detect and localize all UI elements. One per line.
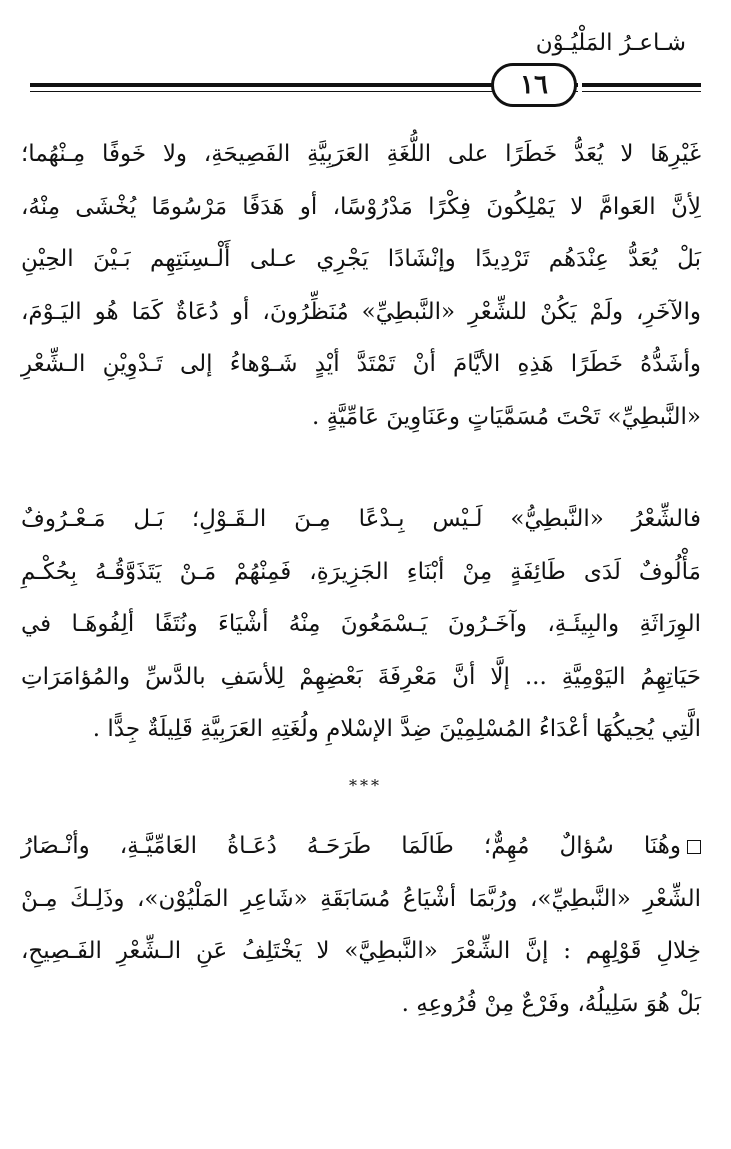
- text-line: وهُنَا سُؤالٌ مُهِمٌّ؛ طَالَمَا طَرَحَـهُ دُعَـاةُ العَامِّيَّـةِ، وأنْـصَارُ: [21, 833, 681, 859]
- text-line: بَلْ يُعَدُّ عِنْدَهُم تَرْدِيدًا وإنْشَادًا يَجْرِي عـلى أَلْـسِنَتِهِم بَـيْنَ الحِيْنِ: [21, 246, 701, 272]
- text-line: غَيْرِهَا لا يُعَدُّ خَطَرًا على اللُّغَةِ العَرَبِيَّةِ الفَصِيحَةِ، ولا خَوفًا مِـنْهُما؛: [21, 141, 701, 167]
- paragraph-1: [21, 128, 701, 443]
- text-line: وأشَدُّهُ خَطَرًا هَذِهِ الأيَّامَ أنْ تَمْتَدَّ أيْدٍ شَـوْهاءُ إلى تَـدْوِيْنِ الـشِّعْرِ: [21, 351, 701, 377]
- header-rule-right-thick: [582, 83, 701, 87]
- paragraph-3: [21, 820, 701, 1030]
- text-line: خِلالِ قَوْلِهِم : إنَّ الشِّعْرَ «النَّبطِيَّ» لا يَخْتَلِفُ عَنِ الـشِّعْرِ الفَـصِيحِ،: [21, 938, 701, 964]
- text-line: الوِرَاثَةِ والبِيئَـةِ، وآخَـرُونَ يَـسْمَعُونَ مِنْهُ أشْيَاءَ ونُتَفًا ألِفُوهَـا في: [21, 611, 701, 637]
- text-line: بَلْ هُوَ سَلِيلُهُ، وفَرْعٌ مِنْ فُرُوعِهِ .: [401, 990, 701, 1017]
- text-line: والآخَرِ، ولَمْ يَكُنْ للشِّعْرِ «النَّبطِيِّ» مُنَظِّرُونَ، أو دُعَاةٌ كَمَا هُو اليَـوْمَ،: [21, 298, 701, 325]
- section-separator: ***: [349, 776, 382, 795]
- page-number: ١٦: [491, 63, 577, 107]
- square-bullet-icon: [687, 840, 701, 854]
- text-line: «النَّبطِيِّ» تَحْتَ مُسَمَّيَاتٍ وعَنَاوِينَ عَامِّيَّةٍ .: [311, 403, 701, 430]
- text-line: حَيَاتِهِمُ اليَوْمِيَّةِ ... إلَّا أنَّ مَعْرِفَةَ بَعْضِهِمْ لِلأسَفِ بالدَّسِّ والمُؤامَرَاتِ: [21, 663, 701, 690]
- running-title: شـاعـرُ المَلْيُـوْن: [535, 30, 686, 56]
- text-line: الَّتِي يُحِيكُهَا أعْدَاءُ المُسْلِمِيْنَ ضِدَّ الإسْلامِ ولُغَتِهِ العَرَبِيَّةِ قَلِيلَةٌ جِدًّا .: [92, 716, 701, 742]
- text-line: فالشِّعْرُ «النَّبطِيُّ» لَـيْس بِـدْعًا مِـنَ الـقَـوْلِ؛ بَـل مَـعْـرُوفٌ: [21, 506, 701, 532]
- header-rule-right-thin: [582, 91, 701, 92]
- text-line: مَأْلُوفٌ لَدَى طَائِفَةٍ مِنْ أبْنَاءِ الجَزِيرَةِ، فَمِنْهُمْ مَـنْ يَتَذَوَّقُـهُ بِحُكْـمِ: [21, 558, 701, 585]
- paragraph-2: [21, 493, 701, 756]
- text-line: لِأنَّ العَوامَّ لا يَمْلِكُونَ فِكْرًا مَدْرُوْسًا، أو هَدَفًا مَرْسُومًا يُخْشَى مِنْهُ،: [21, 193, 701, 220]
- text-line: الشِّعْرِ «النَّبطِيِّ»، ورُبَّمَا أشْيَاعُ مُسَابَقَةِ «شَاعِرِ المَلْيُوْن»، وذَلِـكَ مِـنْ: [21, 885, 701, 912]
- text-line-with-marker: [21, 820, 701, 873]
